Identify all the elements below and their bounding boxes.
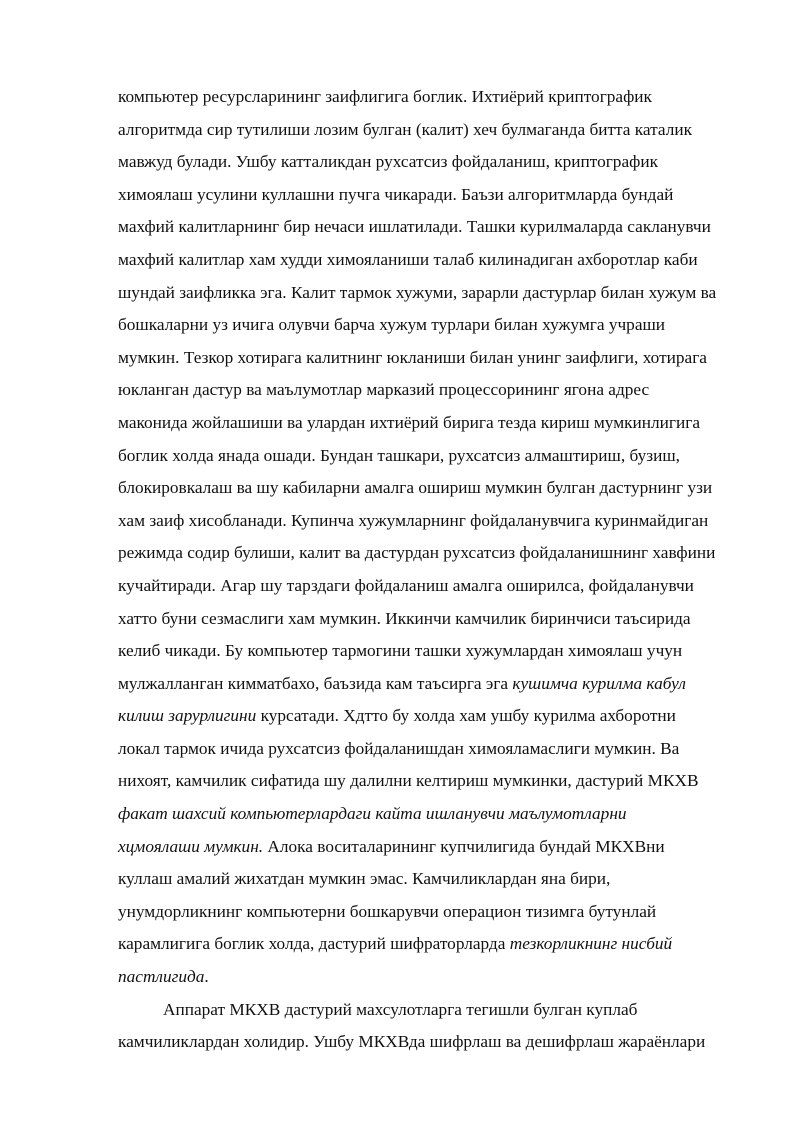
text-segment: унумдорликнинг компьютерни бошкарувчи операцион тизимга бутунлай bbox=[118, 901, 657, 921]
text-line bbox=[118, 146, 740, 179]
text-line bbox=[118, 407, 740, 440]
text-segment: мавжуд булади. Ушбу катталикдан рухсатсиз фойдаланиш, криптографик bbox=[118, 152, 658, 172]
text-line bbox=[118, 374, 740, 407]
text-segment: бошкаларни уз ичига олувчи барча хужум турлари билан хужумга учраши bbox=[118, 315, 666, 335]
text-segment: Аппарат МКХВ дастурий махсулотларга тегишли булган куплаб bbox=[163, 999, 638, 1019]
text-line bbox=[118, 961, 740, 994]
text-line bbox=[118, 798, 740, 831]
text-line bbox=[118, 1026, 740, 1059]
text-line bbox=[118, 896, 740, 929]
text-line bbox=[118, 700, 740, 733]
text-line bbox=[118, 505, 740, 538]
text-segment: келиб чикади. Бу компьютер тармогини ташки хужумлардан химоялаш учун bbox=[118, 641, 683, 661]
text-segment: мулжалланган кимматбахо, баъзида кам таъсирга эга bbox=[118, 673, 513, 693]
italic-text-segment: килиш зарурлигини bbox=[118, 706, 257, 726]
text-line bbox=[118, 733, 740, 766]
italic-text-segment: факат шахсий компьютерлардаги кайта ишланувчи маълумотларни bbox=[118, 804, 627, 824]
text-line bbox=[118, 277, 740, 310]
text-segment: локал тармок ичида рухсатсиз фойдаланишдан химояламаслиги мумкин. Ва bbox=[118, 738, 680, 758]
text-line bbox=[118, 309, 740, 342]
text-line bbox=[118, 570, 740, 603]
text-segment: боглик холда янада ошади. Бундан ташкари, рухсатсиз алмаштириш, бузиш, bbox=[118, 445, 680, 465]
text-line bbox=[118, 928, 740, 961]
text-segment: блокировкалаш ва шу кабиларни амалга ошириш мумкин булган дастурнинг узи bbox=[118, 478, 713, 498]
text-line bbox=[118, 603, 740, 636]
text-segment: юкланган дастур ва маълумотлар марказий процессорининг ягона адрес bbox=[118, 380, 650, 400]
italic-text-segment: хцмоялаши мумкин. bbox=[118, 836, 264, 856]
text-segment: куллаш амалий жихатдан мумкин эмас. Камчиликлардан яна бири, bbox=[118, 869, 611, 889]
text-segment: махфий калитларнинг бир нечаси ишлатилади. Ташки курилмаларда сакланувчи bbox=[118, 217, 711, 237]
text-segment: карамлигига боглик холда, дастурий шифраторларда bbox=[118, 934, 510, 954]
italic-text-segment: тезкорликнинг нисбий bbox=[509, 934, 673, 954]
text-line bbox=[118, 244, 740, 277]
italic-text-segment: пастлигида bbox=[118, 967, 205, 987]
text-segment: хатто буни сезмаслиги хам мумкин. Иккинчи камчилик биринчиси таъсирида bbox=[118, 608, 691, 628]
text-line bbox=[118, 668, 740, 701]
text-line bbox=[118, 81, 740, 114]
text-line bbox=[118, 537, 740, 570]
text-segment: маконида жойлашиши ва улардан ихтиёрий бирига тезда кириш мумкинлигига bbox=[118, 412, 701, 432]
text-line bbox=[118, 765, 740, 798]
text-segment: алгоритмда сир тутилиши лозим булган (калит) хеч булмаганда битта каталик bbox=[118, 119, 693, 139]
text-segment: Алока воситаларининг купчилигида бундай МКХВни bbox=[263, 836, 665, 856]
text-segment: . bbox=[204, 967, 209, 987]
text-line bbox=[118, 472, 740, 505]
text-line bbox=[118, 342, 740, 375]
text-segment: махфий калитлар хам худди химояланиши талаб килинадиган ахборотлар каби bbox=[118, 249, 698, 269]
italic-text-segment: кушимча курилма кабул bbox=[512, 673, 686, 693]
text-segment: компьютер ресурсларининг заифлигига боглик. Ихтиёрий криптографик bbox=[118, 87, 652, 106]
text-segment: химоялаш усулини куллашни пучга чикаради. Баъзи алгоритмларда бундай bbox=[118, 184, 674, 204]
text-line bbox=[118, 211, 740, 244]
text-line bbox=[118, 831, 740, 864]
text-segment: кучайтиради. Агар шу тарздаги фойдаланиш амалга оширилса, фойдаланувчи bbox=[118, 575, 694, 595]
text-segment: курсатади. Хдтто бу холда хам ушбу курилма ахборотни bbox=[256, 706, 676, 726]
text-segment: мумкин. Тезкор хотирага калитнинг юкланиши билан унинг заифлиги, хотирага bbox=[118, 347, 707, 367]
text-segment: нихоят, камчилик сифатида шу далилни келтириш мумкинки, дастурий МКХВ bbox=[118, 771, 699, 791]
text-segment: режимда содир булиши, калит ва дастурдан рухсатсиз фойдаланишнинг хавфини bbox=[118, 543, 716, 563]
text-line bbox=[118, 994, 740, 1027]
text-line bbox=[118, 179, 740, 212]
text-line bbox=[118, 114, 740, 147]
text-line bbox=[118, 863, 740, 896]
text-segment: хам заиф хисобланади. Купинча хужумларнинг фойдаланувчига куринмайдиган bbox=[118, 510, 709, 530]
text-segment: шундай заифликка эга. Калит тармок хужуми, зарарли дастурлар билан хужум ва bbox=[118, 282, 717, 302]
body-text bbox=[118, 81, 740, 1059]
text-line bbox=[118, 635, 740, 668]
text-line bbox=[118, 440, 740, 473]
text-segment: камчиликлардан холидир. Ушбу МКХВда шифрлаш ва дешифрлаш жараёнлари bbox=[118, 1032, 706, 1052]
